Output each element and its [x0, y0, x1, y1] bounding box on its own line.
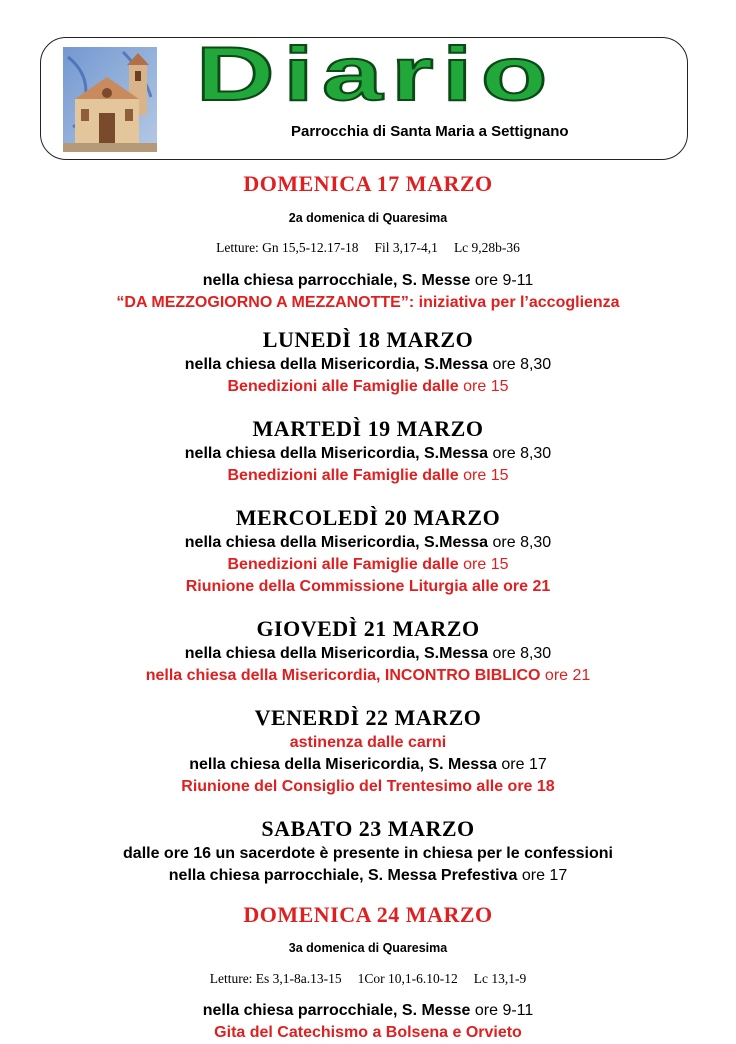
parish-subtitle: Parrocchia di Santa Maria a Settignano — [41, 123, 687, 140]
header-box — [40, 37, 688, 160]
schedule-line: “DA MEZZOGIORNO A MEZZANOTTE”: iniziativa per l’accoglienza — [0, 292, 736, 314]
readings: Letture: Es 3,1-8a.13-15 1Cor 10,1-6.10-12 Lc 13,1-9 — [0, 970, 736, 987]
day-heading: GIOVEDÌ 21 MARZO — [0, 615, 736, 643]
day-block — [0, 615, 736, 687]
day-heading: DOMENICA 24 MARZO — [0, 901, 736, 929]
day-heading: VENERDÌ 22 MARZO — [0, 704, 736, 732]
day-heading: MERCOLEDÌ 20 MARZO — [0, 504, 736, 532]
schedule-line: nella chiesa parrocchiale, S. Messe ore 9-11 — [0, 1000, 736, 1022]
schedule — [0, 170, 736, 1044]
schedule-line: nella chiesa della Misericordia, S.Messa ore 8,30 — [0, 643, 736, 665]
schedule-line: Benedizioni alle Famiglie dalle ore 15 — [0, 554, 736, 576]
day-heading: SABATO 23 MARZO — [0, 815, 736, 843]
schedule-line: nella chiesa della Misericordia, S.Messa ore 8,30 — [0, 354, 736, 376]
day-block — [0, 415, 736, 487]
svg-text:Diario: Diario — [196, 38, 556, 110]
schedule-line: Benedizioni alle Famiglie dalle ore 15 — [0, 465, 736, 487]
diario-title — [186, 38, 566, 110]
day-block — [0, 901, 736, 1044]
schedule-line: dalle ore 16 un sacerdote è presente in chiesa per le confessioni — [0, 843, 736, 865]
day-heading: MARTEDÌ 19 MARZO — [0, 415, 736, 443]
schedule-line: Riunione della Commissione Liturgia alle ore 21 — [0, 576, 736, 598]
day-block — [0, 815, 736, 887]
schedule-line: nella chiesa parrocchiale, S. Messa Prefestiva ore 17 — [0, 865, 736, 887]
schedule-line: nella chiesa della Misericordia, INCONTRO BIBLICO ore 21 — [0, 665, 736, 687]
schedule-line: astinenza dalle carni — [0, 732, 736, 754]
schedule-line: Benedizioni alle Famiglie dalle ore 15 — [0, 376, 736, 398]
readings: Letture: Gn 15,5-12.17-18 Fil 3,17-4,1 Lc 9,28b-36 — [0, 239, 736, 256]
schedule-line: Riunione del Consiglio del Trentesimo alle ore 18 — [0, 776, 736, 798]
day-subtitle: 3a domenica di Quaresima — [0, 941, 736, 956]
schedule-line: nella chiesa della Misericordia, S.Messa ore 8,30 — [0, 443, 736, 465]
schedule-line: Gita del Catechismo a Bolsena e Orvieto — [0, 1022, 736, 1044]
day-block — [0, 704, 736, 798]
schedule-line: nella chiesa della Misericordia, S.Messa ore 8,30 — [0, 532, 736, 554]
schedule-line: nella chiesa della Misericordia, S. Messa ore 17 — [0, 754, 736, 776]
day-block — [0, 326, 736, 398]
day-subtitle: 2a domenica di Quaresima — [0, 211, 736, 226]
day-heading: DOMENICA 17 MARZO — [0, 170, 736, 198]
schedule-line: nella chiesa parrocchiale, S. Messe ore 9-11 — [0, 270, 736, 292]
day-block — [0, 504, 736, 598]
day-heading: LUNEDÌ 18 MARZO — [0, 326, 736, 354]
day-block — [0, 170, 736, 314]
